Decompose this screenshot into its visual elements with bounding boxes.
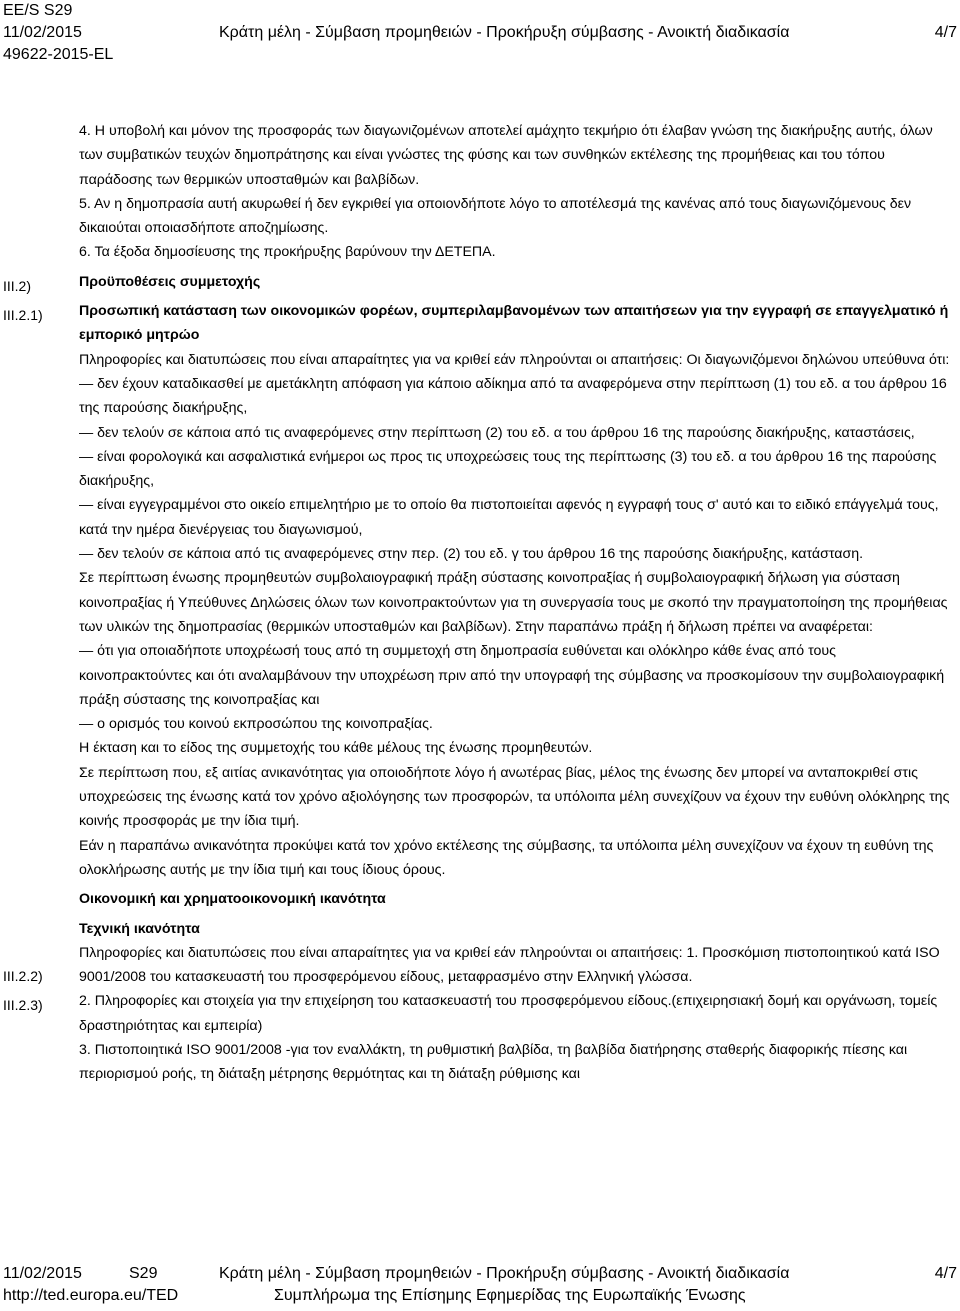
declaration-item: — δεν τελούν σε κάποια από τις αναφερόμενες στην περ. (2) του εδ. γ του άρθρου 16 της παρούσης διακήρυξης, κατάσταση. [79, 546, 864, 563]
economic-capacity-heading: Οικονομική και χρηματοοικονομική ικανότητα [79, 891, 386, 908]
clause-5: 5. Αν η δημοπρασία αυτή ακυρωθεί ή δεν εγκριθεί για οποιονδήποτε λόγο το αποτέλεσμά της κανένας από τους διαγωνιζόμενους δεν δικαιούται οποιασδήποτε αποζημίωσης. [79, 195, 912, 237]
personal-situation-intro: Πληροφορίες και διατυπώσεις που είναι απαραίτητες για να κριθεί εάν πληρούνται οι απαιτήσεις: Οι διαγωνιζόμενοι δηλώνου υπεύθυνα ότι: [79, 351, 950, 368]
participation-extent: Η έκταση και το είδος της συμμετοχής του κάθε μέλους της ένωσης προμηθευτών. [79, 740, 593, 757]
clause-6: 6. Τα έξοδα δημοσίευσης της προκήρυξης βαρύνουν την ΔΕΤΕΠΑ. [79, 244, 496, 261]
technical-capacity-heading: Τεχνική ικανότητα [79, 920, 200, 937]
force-majeure-paragraph: Σε περίπτωση που, εξ αιτίας ανικανότητας για οποιοδήποτε λόγο ή ανωτέρας βίας, μέλος της ένωσης δεν μπορεί να ανταποκριθεί στις υποχρεώσεις της ένωσης κατά τον χρόνο αξιολόγησης των προσφορών, τα υπόλοιπα μέλη συνεχίζουν να έχουν την ευθύνη ολόκληρης της κοινής προσφοράς με την ίδια τιμή. [79, 764, 950, 830]
consortium-item: — ότι για οποιαδήποτε υποχρέωσή τους από τη συμμετοχή στη δημοπρασία ευθύνεται και ολόκληρο κάθε ένας από τους κοινοπρακτούντες και ότι αναλαμβάνουν την υποχρέωση πριν από την υπογραφή της σύμβασης να προσκομίσουν την συμβολαιογραφική πράξη σύστασης της κοινοπραξίας και [79, 643, 945, 708]
section-label-iii23: III.2.3) [3, 997, 43, 1013]
footer-description: Κράτη μέλη - Σύμβαση προμηθειών - Προκήρυξη σύμβασης - Ανοικτή διαδικασία [219, 1265, 790, 1282]
declaration-item: — είναι εγγεγραμμένοι στο οικείο επιμελητήριο με το οποίο θα πιστοποιείται αφενός η εγγραφή τους σ' αυτό και το ειδικό επάγγελμά τους, κατά την ημέρα διενέργειας του διαγωνισμού, [79, 497, 939, 538]
footer-page-number: 4/7 [934, 1265, 957, 1282]
declaration-item: — δεν έχουν καταδικασθεί με αμετάκλητη απόφαση για κάποιο αδίκημα από τα αναφερόμενα στην περίπτωση (1) του εδ. α του άρθρου 16 της παρούσης διακήρυξης, [79, 375, 947, 417]
header-date: 11/02/2015 [3, 24, 82, 41]
doc-type: EE/S S29 [3, 2, 73, 19]
technical-requirement: 2. Πληροφορίες και στοιχεία για την επιχείρηση του κατασκευαστή του προσφερόμενου είδους.(επιχειρησιακή δομή και οργάνωση, τομείς δραστηριότητας και εμπειρία) [79, 993, 938, 1034]
header-description: Κράτη μέλη - Σύμβαση προμηθειών - Προκήρυξη σύμβασης - Ανοικτή διαδικασία [219, 24, 790, 41]
footer-journal: Συμπλήρωμα της Επίσημης Εφημερίδας της Ευρωπαϊκής Ένωσης [274, 1287, 746, 1304]
conditions-heading: Προϋποθέσεις συμμετοχής [79, 273, 261, 290]
footer-series: S29 [129, 1265, 158, 1282]
personal-situation-heading: Προσωπική κατάσταση των οικονομικών φορέων, συμπεριλαμβανομένων των απαιτήσεων για την εγγραφή σε επαγγελματικό ή εμπορικό μητρώο [79, 303, 949, 344]
ted-link[interactable]: http://ted.europa.eu/TED [3, 1287, 179, 1304]
section-label-iii22: III.2.2) [3, 968, 43, 984]
consortium-paragraph: Σε περίπτωση ένωσης προμηθευτών συμβολαιογραφική πράξη σύστασης κοινοπραξίας ή συμβολαιογραφική δήλωση για σύσταση κοινοπραξίας ή Υπεύθυνες Δηλώσεις όλων των κοινοπρακτούντων για τη συνεργασία τους με σκοπό την πραγματοποίηση της προμήθειας των υλικών της δημοπρασίας (θερμικών υποσταθμών και βαλβίδων). Στην παραπάνω πράξη ή δήλωση πρέπει να αναφέρεται: [79, 570, 948, 635]
page-footer [3, 1263, 957, 1307]
header-page-number: 4/7 [934, 24, 957, 41]
consortium-item: — ο ορισμός του κοινού εκπροσώπου της κοινοπραξίας. [79, 716, 433, 733]
footer-date: 11/02/2015 [3, 1265, 82, 1282]
section-label-iii2: III.2) [3, 278, 32, 294]
technical-requirement: 3. Πιστοποιητικά ISO 9001/2008 -για τον εναλλάκτη, τη ρυθμιστική βαλβίδα, τη βαλβίδα διατήρησης σταθερής διαφορικής πίεσης και περιορισμού ροής, τη διάταξη μέτρησης θερμότητας και τη διάταξη ρύθμισης και [79, 1041, 908, 1083]
clause-4: 4. Η υποβολή και μόνον της προσφοράς των διαγωνιζομένων αποτελεί αμάχητο τεκμήριο ότι έλαβαν γνώση της διακήρυξης αυτής, όλων των συμβατικών τευχών δημοπράτησης και είναι γνώστες της φύσης και των συνθηκών εκτέλεσης της προμήθειας και του τόπου παράδοσης των θερμικών υποσταθμών και βαλβίδων. [79, 123, 933, 188]
page-header [3, 0, 957, 66]
notice-body [79, 119, 951, 1087]
declaration-item: — είναι φορολογικά και ασφαλιστικά ενήμεροι ως προς τις υποχρεώσεις τους της περίπτωσης (3) του εδ. α του άρθρου 16 της παρούσης διακήρυξης, [79, 448, 937, 490]
technical-requirement: Πληροφορίες και διατυπώσεις που είναι απαραίτητες για να κριθεί εάν πληρούνται οι απαιτήσεις: 1. Προσκόμιση πιστοποιητικού κατά ISO 9001/2008 του κατασκευαστή του προσφερόμενου είδους, μεταφρασμένο στην Ελληνική γλώσσα. [79, 944, 940, 986]
declaration-item: — δεν τελούν σε κάποια από τις αναφερόμενες στην περίπτωση (2) του εδ. α του άρθρου 16 της παρούσης διακήρυξης, καταστάσεις, [79, 424, 915, 441]
notice-id: 49622-2015-EL [3, 46, 114, 63]
execution-paragraph: Εάν η παραπάνω ανικανότητα προκύψει κατά τον χρόνο εκτέλεσης της σύμβασης, τα υπόλοιπα μέλη συνεχίζουν να έχουν τη ευθύνη της ολοκλήρωσης αυτής με την ίδια τιμή και τους ίδιους όρους. [79, 837, 934, 878]
section-label-iii21: III.2.1) [3, 307, 43, 323]
